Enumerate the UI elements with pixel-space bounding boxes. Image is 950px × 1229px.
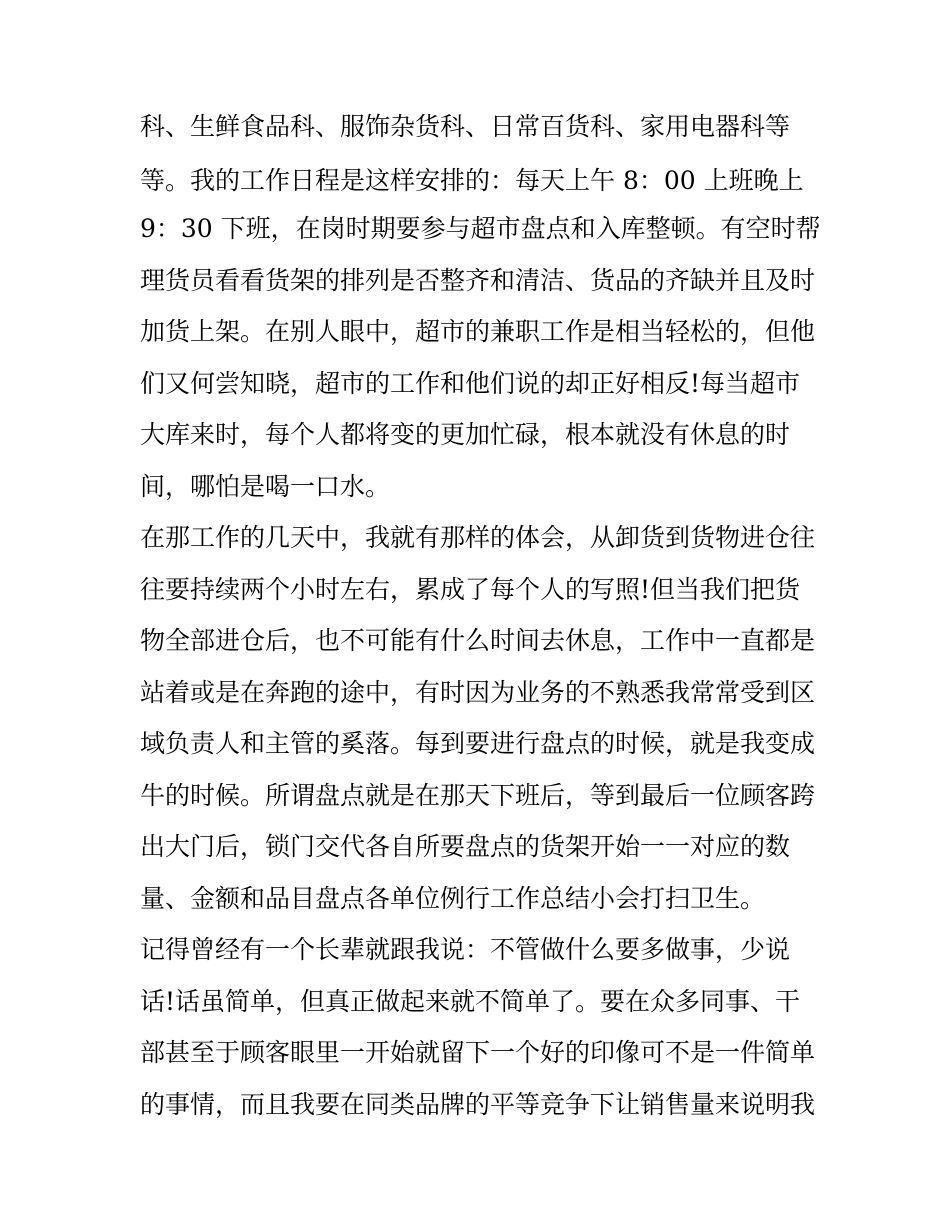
text-line: 科、生鲜食品科、服饰杂货科、日常百货科、家用电器科等 — [140, 112, 791, 141]
text-line: 物全部进仓后，也不可能有什么时间去休息，工作中一直都是 — [140, 626, 816, 655]
text-line: 间，哪怕是喝一口水。 — [140, 472, 391, 501]
text-line: 牛的时候。所谓盘点就是在那天下班后，等到最后一位顾客跨 — [140, 781, 816, 810]
text-line: 9：30 下班，在岗时期要参与超市盘点和入库整顿。有空时帮 — [140, 214, 821, 243]
text-line: 的事情，而且我要在同类品牌的平等竞争下让销售量来说明我 — [140, 1090, 816, 1119]
text-line: 等。我的工作日程是这样安排的：每天上午 8：00 上班晚上 — [140, 166, 804, 195]
text-line: 理货员看看货架的排列是否整齐和清洁、货品的齐缺并且及时 — [140, 266, 816, 295]
text-line: 域负责人和主管的奚落。每到要进行盘点的时候，就是我变成 — [140, 729, 816, 758]
text-line: 们又何尝知晓，超市的工作和他们说的却正好相反!每当超市 — [140, 369, 801, 398]
text-line: 量、金额和品目盘点各单位例行工作总结小会打扫卫生。 — [140, 884, 766, 913]
text-line: 话!话虽简单，但真正做起来就不简单了。要在众多同事、干 — [140, 987, 801, 1016]
text-line: 出大门后，锁门交代各自所要盘点的货架开始一一对应的数 — [140, 832, 791, 861]
text-line: 往要持续两个小时左右，累成了每个人的写照!但当我们把货 — [140, 575, 801, 604]
text-line: 部甚至于顾客眼里一开始就留下一个好的印像可不是一件简单 — [140, 1038, 816, 1067]
text-line: 大库来时，每个人都将变的更加忙碌，根本就没有休息的时 — [140, 420, 791, 449]
text-line: 在那工作的几天中，我就有那样的体会，从卸货到货物进仓往 — [140, 523, 816, 552]
text-line: 站着或是在奔跑的途中，有时因为业务的不熟悉我常常受到区 — [140, 678, 816, 707]
text-line: 加货上架。在别人眼中，超市的兼职工作是相当轻松的，但他 — [140, 317, 816, 346]
text-line: 记得曾经有一个长辈就跟我说：不管做什么要多做事，少说 — [140, 935, 791, 964]
